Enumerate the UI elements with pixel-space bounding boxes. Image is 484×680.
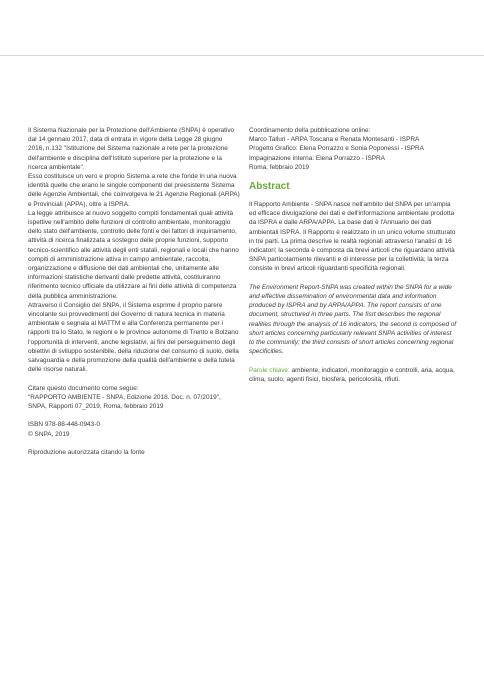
keywords-list: ambiente, indicatori, monitoraggio e controlli, aria, acqua, clima, suolo, agenti fisici, biosfera, pericolosità, rifiuti. (249, 366, 455, 383)
copyright: © SNPA, 2019 (28, 430, 70, 438)
isbn: ISBN 978-88-448-0943-0 (28, 421, 100, 429)
abstract-heading: Abstract (249, 181, 290, 193)
coordination-names: Marco Talluri - ARPA Toscana e Renata Montesanti - ISPRA (249, 136, 420, 144)
place-date: Roma, febbraio 2019 (249, 163, 310, 171)
snpa-council-paragraph: Attraverso il Consiglio del SNPA, il Sistema esprime il proprio parere vincolante sui provvedimenti del Governo di natura tecnica in materia ambientale e segnala al MATTM e alla Conferenza permanente per i rapporti tra lo Stato, le regioni e le province autonome di Trento e Bolzano l'opportunità di interventi, anche legislativi, ai fini del perseguimento degli obiettivi di sviluppo sostenibile, della riduzione del consumo di suolo, della salvaguardia e della promozione della qualità dell'ambiente e della tutela delle risorse naturali. (28, 301, 239, 374)
keywords-label: Parole chiave: (249, 366, 290, 374)
layout-credit: Impaginazione interna: Elena Porrazzo - ISPRA (249, 154, 385, 162)
snpa-intro-paragraph: Il Sistema Nazionale per la Protezione dell'Ambiente (SNPA) è operativo dal 14 gennaio 2017, data di entrata in vigore della Legge 28 giugno 2016, n.132 "Istituzione del Sistema nazionale a rete per la protezione dell'ambiente e disciplina dell'Istituto superiore per la protezione e la ricerca ambientale". (28, 127, 235, 171)
keywords (249, 366, 457, 384)
right-column (249, 126, 457, 384)
graphic-design-credit: Progetto Grafico: Elena Porrazzo e Sonia Poponessi - ISPRA (249, 145, 424, 153)
left-column (28, 126, 240, 457)
citation-label: Citare questo documento come segue: (28, 384, 139, 392)
header-divider (0, 55, 484, 56)
reproduction-notice: Riproduzione autorizzata citando la fonte (28, 449, 145, 457)
snpa-network-paragraph: Esso costituisce un vero e proprio Sistema a rete che fonde in una nuova identità quelle che erano le singole componenti del preesistente Sistema delle Agenzie Ambientali, che coinvolgeva le 21 Agenzie Regionali (ARPA) e Provinciali (APPA), oltre a ISPRA. (28, 173, 240, 208)
coordination-title: Coordinamento della pubblicazione online: (249, 127, 371, 134)
snpa-duties-paragraph: La legge attribuisce al nuovo soggetto compiti fondamentali quali attività ispettive nell'ambito delle funzioni di controllo ambientale, monitoraggio dello stato dell'ambiente, controllo delle fonti e dei fattori di inquinamento, attività di ricerca finalizzata a sostegno delle proprie funzioni, supporto tecnico-scientifico alle attività degli enti statali, regionali e locali che hanno compiti di amministrazione attiva in campo ambientale, raccolta, organizzazione e diffusione dei dati ambientali che, unitamente alle informazioni statistiche derivanti dalle predette attività, costituiranno riferimento tecnico ufficiale da utilizzare ai fini delle attività di competenza della pubblica amministrazione. (28, 209, 239, 300)
citation-text: "RAPPORTO AMBIENTE - SNPA, Edizione 2018. Doc. n. 07/2019", SNPA, Rapporti 07_2019, Roma, febbraio 2019 (28, 393, 221, 411)
abstract-english: The Environment Report-SNPA was created within the SNPA for a wide and effective dissemination of environmental data and information produced by ISPRA and by ARPA/APPA. The report consists of one document, structured in three parts. The fisrt describes the regional realities through the analysis of 16 indicators; the second is composed of short articles concerning particularly relevant SNPA activities of interest to the community; the third consists of short articles concerning regional specificities. (249, 283, 457, 356)
abstract-italian: Il Rapporto Ambiente - SNPA nasce nell'ambito del SNPA per un'ampia ed efficace divulgazione dei dati e dell'informazione ambientale prodotta da ISPRA e dalle ARPA/APPA. La base dati è l'Annuario dei dati ambientali ISPRA. Il Rapporto è realizzato in un unico volume strutturato in tre parti. La prima descrive le realtà regionali attraverso l'analisi di 16 indicatori; la seconda è composta da brevi articoli che riguardano attività SNPA particolarmente rilevanti e di interesse per la collettività; la terza consiste in brevi articoli riguardanti specificità regionali. (249, 201, 456, 273)
